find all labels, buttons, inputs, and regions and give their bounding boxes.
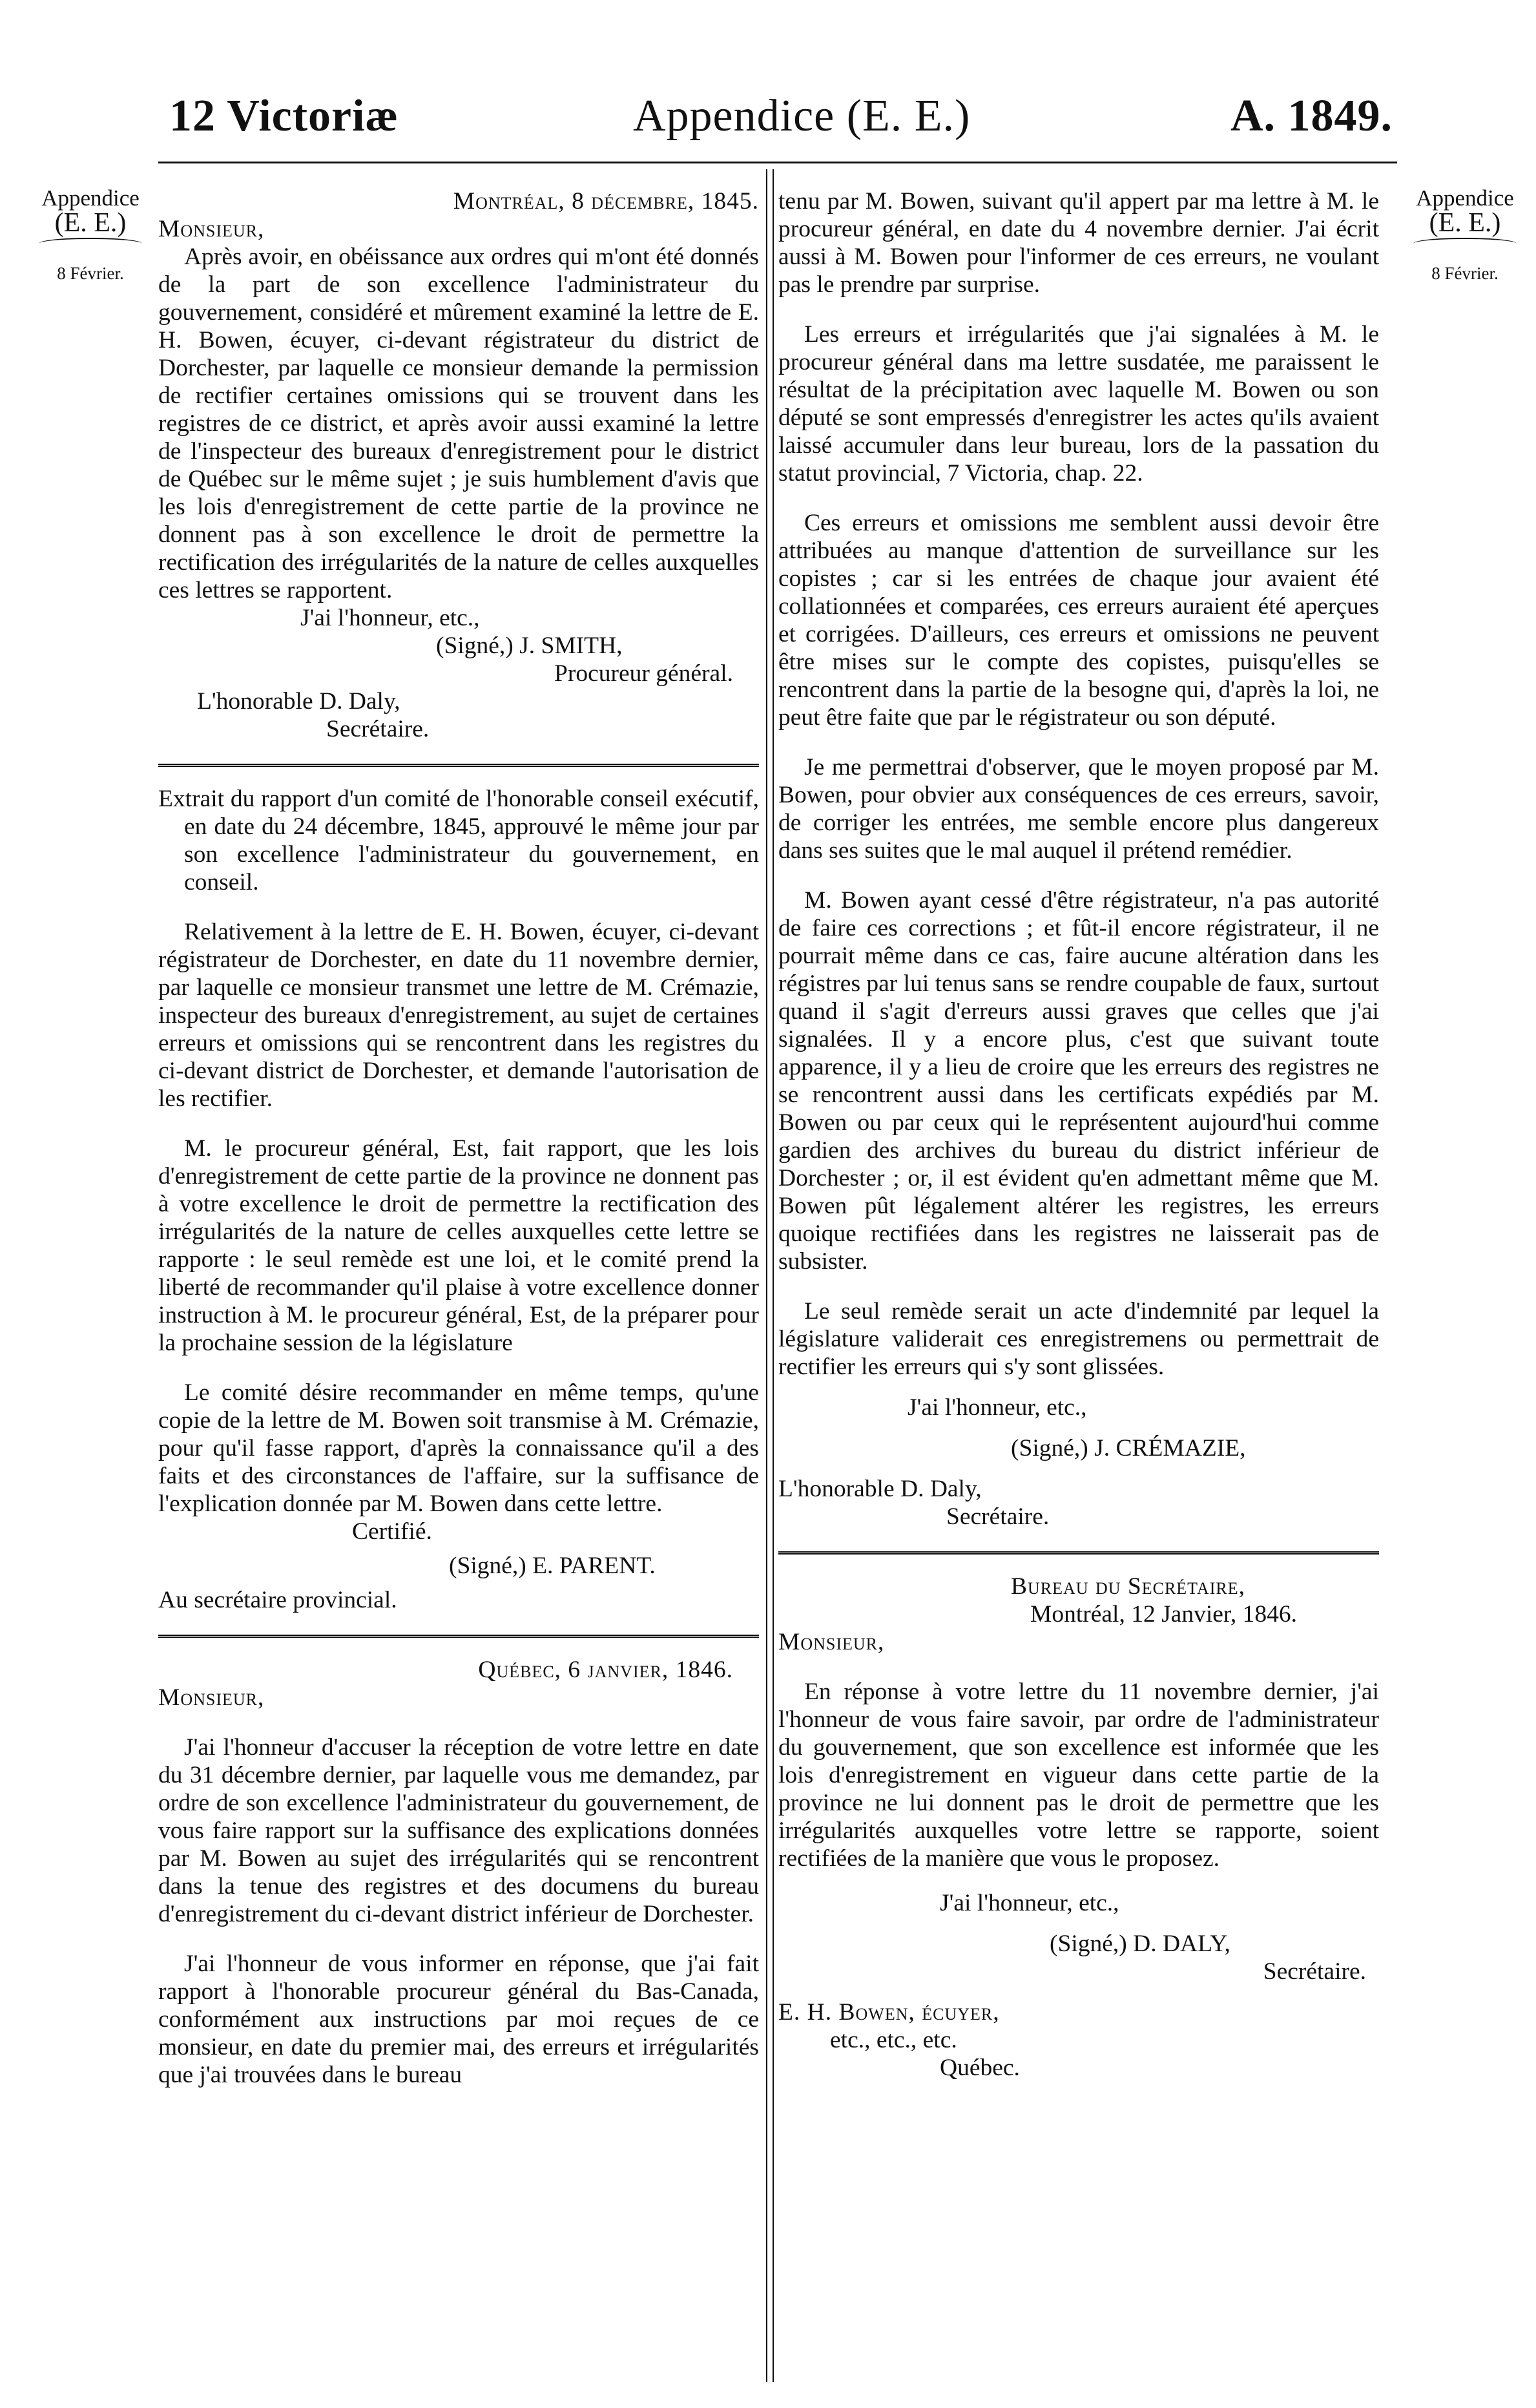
margin-note-left	[26, 186, 155, 286]
addressee-title: Secrétaire.	[946, 1503, 1050, 1530]
letter-place-date: Montréal, 12 Janvier, 1846.	[1030, 1601, 1297, 1628]
extract-heading: Extrait du rapport d'un comité de l'honorable conseil exécutif, en date du 24 décembre, 1845, approuvé le même jour par son excellence l'administrateur du gouvernement, en conseil.	[158, 786, 759, 895]
header-rule	[158, 162, 1397, 163]
left-column	[158, 187, 759, 2089]
signature-title: Procureur général.	[554, 660, 733, 687]
margin-date: 8 Février.	[57, 264, 124, 283]
address-line: E. H. Bowen, écuyer,	[778, 1999, 1000, 2026]
margin-brace	[1413, 238, 1517, 249]
signature: (Signé,) J. CRÉMAZIE,	[1011, 1435, 1246, 1461]
letter-body: J'ai l'honneur d'accuser la réception de votre lettre en date du 31 décembre dernier, par laquelle vous me demandez, par ordre de son excellence l'administrateur du gouvernement, de vous faire rapport sur la suffisance des explications données par M. Bowen au sujet des irrégularités qui se rencontrent dans la tenue des registres et des documens du bureau d'enregistrement du ci-devant district inférieur de Dorchester.	[158, 1734, 759, 1927]
header-session: 12 Victoriæ	[169, 91, 399, 141]
margin-brace	[39, 238, 142, 249]
certified: Certifié.	[352, 1518, 432, 1545]
signature: (Signé,) J. SMITH,	[436, 633, 623, 659]
column-divider	[766, 169, 774, 2382]
letter-body: Les erreurs et irrégularités que j'ai signalées à M. le procureur général dans ma lettre susdatée, me paraissent le résultat de la précipitation avec laquelle M. Bowen ou son député se sont empressés d'enregistrer les actes qu'ils avaient laissé accumuler dans leur bureau, lors de la passation du statut provincial, 7 Victoria, chap. 22.	[778, 321, 1379, 487]
salutation: Monsieur,	[158, 216, 265, 242]
section-rule	[778, 1551, 1379, 1555]
closing: J'ai l'honneur, etc.,	[300, 605, 480, 631]
margin-date: 8 Février.	[1431, 264, 1499, 283]
margin-note-right	[1400, 186, 1530, 286]
address-line: Québec.	[940, 2055, 1020, 2081]
office-heading: Bureau du Secrétaire,	[1011, 1573, 1246, 1600]
margin-label: Appendice	[1416, 185, 1514, 211]
section-rule	[158, 1635, 759, 1638]
letter-place-date: Québec, 6 janvier, 1846.	[478, 1657, 733, 1683]
letter-body: Je me permettrai d'observer, que le moyen proposé par M. Bowen, pour obvier aux conséquences de ces erreurs, savoir, de corriger les entrées, me semble encore plus dangereux dans ses suites que le mal auquel il prétend remédier.	[778, 754, 1379, 864]
closing: J'ai l'honneur, etc.,	[940, 1890, 1119, 1916]
signature: (Signé,) D. DALY,	[1050, 1931, 1230, 1957]
letter-continuation: tenu par M. Bowen, suivant qu'il appert par ma lettre à M. le procureur général, en date du 4 novembre dernier. J'ai écrit aussi à M. Bowen pour l'informer de ces erreurs, ne voulant pas le prendre par surprise.	[778, 188, 1379, 298]
addressee: L'honorable D. Daly,	[197, 688, 400, 715]
margin-ref: (E. E.)	[54, 208, 127, 238]
closing: J'ai l'honneur, etc.,	[908, 1394, 1087, 1421]
section-rule	[158, 764, 759, 767]
addressee-title: Secrétaire.	[326, 716, 430, 742]
margin-ref: (E. E.)	[1429, 208, 1501, 238]
letter-body: M. Bowen ayant cessé d'être régistrateur, n'a pas autorité de faire ces corrections ; et fût-il encore régistrateur, il ne pourrait même dans ce cas, faire aucune altération dans les régistres par lui tenus sans se rendre coupable de faux, surtout quand il s'agit d'erreurs aussi graves que celles que j'ai signalées. Il y a encore plus, c'est que suivant toute apparence, il y a lieu de croire que les erreurs des registres ne se rencontrent aussi dans les certificats expédiés par M. Bowen ou par ceux qui le représentent aujourd'hui comme gardien des archives du bureau du district inférieur de Dorchester ; or, il est évident qu'en admettant même que M. Bowen pût légalement altérer les registres, les erreurs quoique rectifiées dans les registres ne laisserait pas de subsister.	[778, 887, 1379, 1275]
letter-body: J'ai l'honneur de vous informer en réponse, que j'ai fait rapport à l'honorable procureur général du Bas-Canada, conformément aux instructions par moi reçues de ce monsieur, en date du premier mai, des erreurs et irrégularités que j'ai trouvées dans le bureau	[158, 1951, 759, 2088]
header-appendix: Appendice (E. E.)	[633, 91, 971, 141]
extract-paragraph: Relativement à la lettre de E. H. Bowen, écuyer, ci-devant régistrateur de Dorchester, en date du 11 novembre dernier, par laquelle ce monsieur transmet une lettre de M. Crémazie, inspecteur des bureaux d'enregistrement, au sujet de certaines erreurs et omissions qui se rencontrent dans les registres du ci-devant district de Dorchester, et demande l'autorisation de les rectifier.	[158, 919, 759, 1112]
salutation: Monsieur,	[158, 1684, 265, 1711]
signature: (Signé,) E. PARENT.	[449, 1553, 656, 1579]
extract-paragraph: Le comité désire recommander en même temps, qu'une copie de la lettre de M. Bowen soit transmise à M. Crémazie, pour qu'il fasse rapport, d'après la connaissance qu'il a des faits et des circonstances de l'affaire, sur la suffisance de l'explication donnée par M. Bowen dans cette lettre.	[158, 1379, 759, 1517]
salutation: Monsieur,	[778, 1629, 885, 1655]
addressee: L'honorable D. Daly,	[778, 1476, 982, 1502]
header-year: A. 1849.	[1230, 91, 1393, 141]
extract-paragraph: M. le procureur général, Est, fait rapport, que les lois d'enregistrement de cette partie de la province ne donnent pas à votre excellence le droit de permettre la rectification des irrégularités de la nature de celles auxquelles cette lettre se rapporte : le seul remède est une loi, et le comité prend la liberté de recommander qu'il plaise à votre excellence donner instruction à M. le procureur général, Est, de la préparer pour la prochaine session de la législature	[158, 1135, 759, 1356]
extract-recipient: Au secrétaire provincial.	[158, 1587, 397, 1613]
letter-body: Le seul remède serait un acte d'indemnité par lequel la législature validerait ces enregistremens ou permettrait de rectifier les erreurs qui s'y sont glissées.	[778, 1298, 1379, 1380]
letter-body: Ces erreurs et omissions me semblent aussi devoir être attribuées au manque d'attention de surveillance sur les copistes ; car si les entrées de chaque jour avaient été collationnées et comparées, ces erreurs auraient été aperçues et corrigées. D'ailleurs, ces erreurs et omissions ne peuvent être mises sur le compte des copistes, puisqu'elles se rencontrent dans la partie de la besogne qui, d'après la loi, ne peut être faite que par le régistrateur ou son député.	[778, 510, 1379, 731]
margin-label: Appendice	[41, 185, 140, 211]
address-line: etc., etc., etc.	[830, 2027, 957, 2053]
letter-place-date: Montréal, 8 décembre, 1845.	[453, 188, 759, 215]
right-column	[778, 187, 1379, 2082]
signature-title: Secrétaire.	[1263, 1958, 1366, 1985]
letter-body: En réponse à votre lettre du 11 novembre dernier, j'ai l'honneur de vous faire savoir, par ordre de l'administrateur du gouvernement, que son excellence est informée que les lois d'enregistrement en vigueur dans cette partie de la province ne lui donnent pas le droit de permettre que les irrégularités auxquelles votre lettre se rapporte, soient rectifiées de la manière que vous le proposez.	[778, 1679, 1379, 1872]
letter-body: Après avoir, en obéissance aux ordres qui m'ont été donnés de la part de son excellence l'administrateur du gouvernement, considéré et mûrement examiné la lettre de E. H. Bowen, écuyer, ci-devant régistrateur du district de Dorchester, par laquelle ce monsieur demande la permission de rectifier certaines omissions qui se trouvent dans les registres de ce district, et après avoir aussi examiné la lettre de l'inspecteur des bureaux d'enregistrement pour le district de Québec sur le même sujet ; je suis humblement d'avis que les lois d'enregistrement de cette partie de la province ne donnent pas à son excellence le droit de permettre la rectification des irrégularités de la nature de celles auxquelles ces lettres se rapportent.	[158, 244, 759, 603]
